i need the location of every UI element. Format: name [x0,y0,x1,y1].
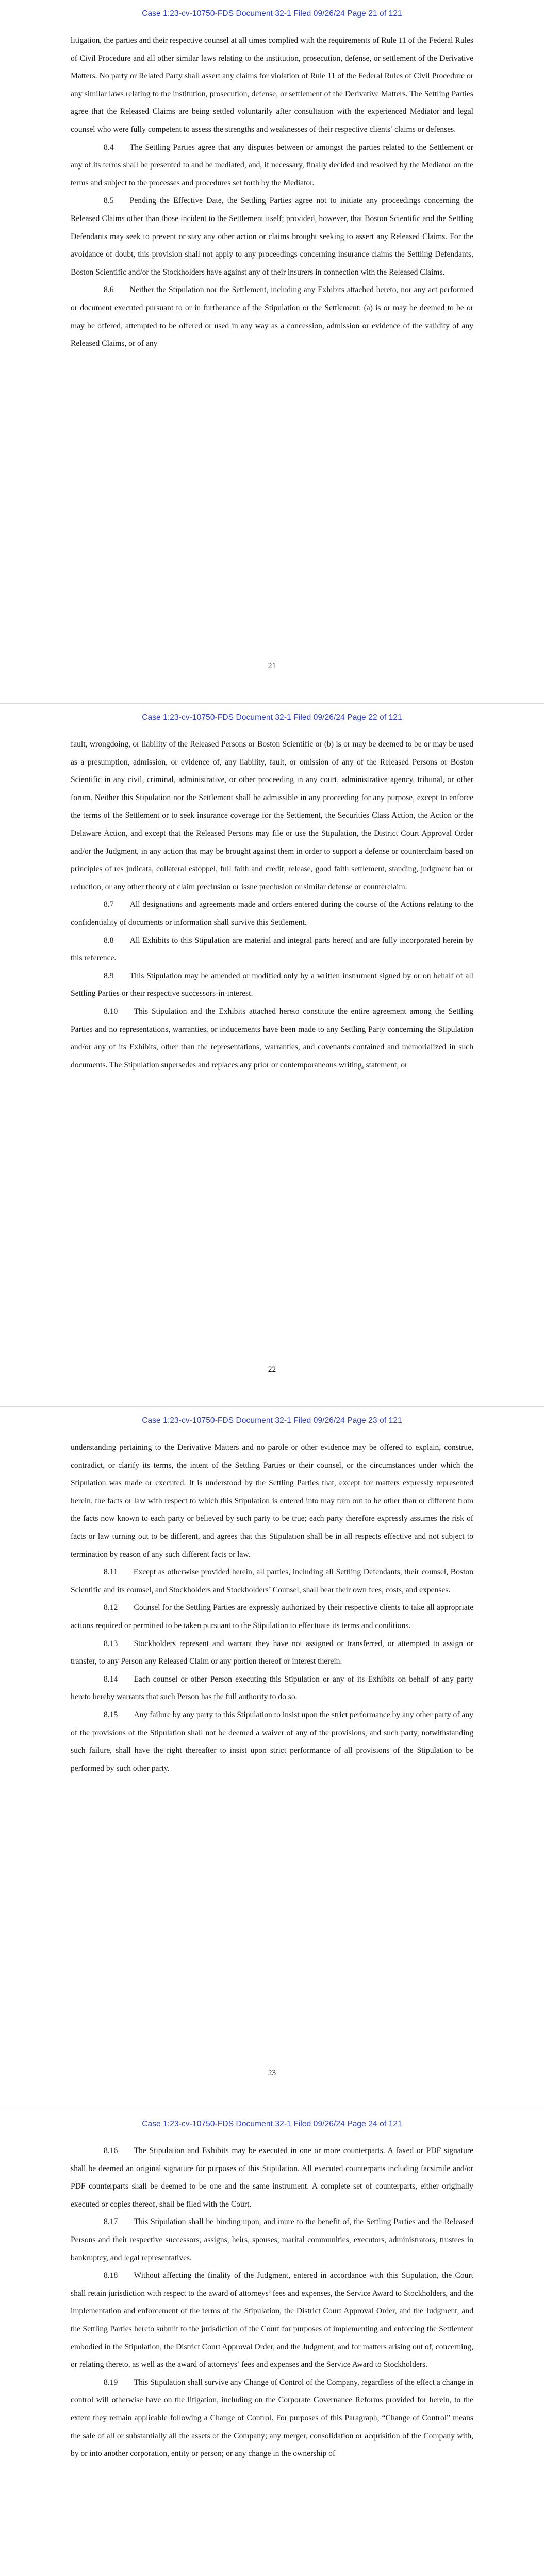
case-header: Case 1:23-cv-10750-FDS Document 32-1 Filed 09/26/24 Page 24 of 121 [142,2120,402,2128]
paragraph-8-13: 8.13 Stockholders represent and warrant they have not assigned or transferred, or attempted to assign or transfer, to any Person any Released Claim or any portion thereof or interest therein. [71,1639,473,1666]
page-24 [0,2110,544,2576]
case-header: Case 1:23-cv-10750-FDS Document 32-1 Filed 09/26/24 Page 22 of 121 [142,713,402,722]
page-number: 22 [268,1365,276,1374]
paragraph-8-8: 8.8 All Exhibits to this Stipulation are material and integral parts hereof and are fully incorporated herein by this reference. [71,936,473,963]
page-23 [0,1406,544,2110]
paragraph-8-15: 8.15 Any failure by any party to this Stipulation to insist upon the strict performance by any other party of any of the provisions of the Stipulation shall not be deemed a waiver of any of the provisions, and such party, notwithstanding such failure, shall have the right thereafter to insist upon strict performance of all provisions of the Stipulation to be performed by such other party. [71,1710,473,1773]
paragraph: understanding pertaining to the Derivative Matters and no parole or other evidence may be offered to explain, construe, contradict, or clarify its terms, the intent of the Settling Parties or their counsel, or the circumstances under which the Stipulation was made or executed. It is understood by the Settling Parties that, except for matters expressly represented herein, the facts or law with respect to which this Stipulation is entered into may turn out to be other than or different from the facts now known to each party or believed by such party to be true; each party therefore expressly assumes the risk of facts or law turning out to be different, and agrees that this Stipulation shall be in all respects effective and not subject to termination by reason of any such different facts or law. [71,1443,473,1559]
page-body [71,2142,473,2463]
case-header: Case 1:23-cv-10750-FDS Document 32-1 Filed 09/26/24 Page 23 of 121 [142,1416,402,1425]
paragraph-8-7: 8.7 All designations and agreements made and orders entered during the course of the Actions relating to the confidentiality of documents or information shall survive this Settlement. [71,900,473,927]
page-body [71,32,473,353]
paragraph: fault, wrongdoing, or liability of the Released Persons or Boston Scientific or (b) is or may be deemed to be or may be used as a presumption, admission, or evidence of, any liability, fault, or omission of any of the Released Persons or Boston Scientific in any civil, criminal, administrative, or other proceeding in any court, administrative agency, tribunal, or other forum. Neither this Stipulation nor the Settlement shall be admissible in any proceeding for any purpose, except to enforce the terms of the Settlement or to seek insurance coverage for the Settlement, the Securities Class Action, the Action or the Delaware Action, and except that the Released Persons may file or use the Stipulation, the District Court Approval Order and/or the Judgment, in any action that may be brought against them in order to support a defense or counterclaim based on principles of res judicata, collateral estoppel, full faith and credit, release, good faith settlement, standing, judgment bar or reduction, or any other theory of claim preclusion or issue preclusion or similar defense or counterclaim. [71,740,473,891]
paragraph-8-14: 8.14 Each counsel or other Person executing this Stipulation or any of its Exhibits on behalf of any party hereto hereby warrants that such Person has the full authority to do so. [71,1674,473,1702]
paragraph: litigation, the parties and their respective counsel at all times complied with the requirements of Rule 11 of the Federal Rules of Civil Procedure and all other similar laws relating to the institution, prosecution, defense, or settlement of the Derivative Matters. No party or Related Party shall assert any claims for violation of Rule 11 of the Federal Rules of Civil Procedure or any similar laws relating to the institution, prosecution, defense, or settlement of the Derivative Matters. The Settling Parties agree that the Released Claims are being settled voluntarily after consultation with the experienced Mediator and legal counsel who were fully competent to assess the strengths and weaknesses of their respective clients’ claims or defenses. [71,36,473,134]
paragraph-8-6: 8.6 Neither the Stipulation nor the Settlement, including any Exhibits attached hereto, nor any act performed or document executed pursuant to or in furtherance of the Stipulation or the Settlement: (a) is or may be deemed to be or may be offered, attempted to be offered or used in any way as a concession, admission or evidence of the validity of any Released Claims, or of any [71,285,473,348]
page-body [71,736,473,1074]
paragraph-8-17: 8.17 This Stipulation shall be binding upon, and inure to the benefit of, the Settling Parties and the Released Persons and their respective successors, assigns, heirs, spouses, marital communities, executors, administrators, trustees in bankruptcy, and legal representatives. [71,2217,473,2262]
paragraph-8-9: 8.9 This Stipulation may be amended or modified only by a written instrument signed by or on behalf of all Settling Parties or their respective successors-in-interest. [71,971,473,998]
case-header: Case 1:23-cv-10750-FDS Document 32-1 Filed 09/26/24 Page 21 of 121 [142,9,402,18]
paragraph-8-19: 8.19 This Stipulation shall survive any Change of Control of the Company, regardless of the effect a change in control will otherwise have on the litigation, including on the Corporate Governance Reforms provided for herein, to the extent they remain applicable following a Change of Control. For purposes of this Paragraph, “Change of Control” means the sale of all or substantially all the assets of the Company; any merger, consolidation or acquisition of the Company with, by or into another corporation, entity or person; or any change in the ownership of [71,2378,473,2459]
paragraph-8-18: 8.18 Without affecting the finality of the Judgment, entered in accordance with this Stipulation, the Court shall retain jurisdiction with respect to the award of attorneys’ fees and expenses, the Service Award to Stockholders, and the implementation and enforcement of the terms of the Stipulation, the District Court Approval Order, and the Judgment, and the Settling Parties hereto submit to the jurisdiction of the Court for purposes of implementing and enforcing the Settlement embodied in the Stipulation, the District Court Approval Order, and the Judgment, and for matters arising out of, concerning, or relating thereto, as well as the award of attorneys’ fees and expenses and the Service Award to Stockholders. [71,2271,473,2369]
paragraph-8-4: 8.4 The Settling Parties agree that any disputes between or amongst the parties related to the Settlement or any of its terms shall be presented to and be mediated, and, if necessary, finally decided and resolved by the Mediator on the terms and subject to the processes and procedures set forth by the Mediator. [71,143,473,188]
paragraph-8-11: 8.11 Except as otherwise provided herein, all parties, including all Settling Defendants, their counsel, Boston Scientific and its counsel, and Stockholders and Stockholders’ Counsel, shall bear their own fees, costs, and expenses. [71,1568,473,1595]
page-22 [0,703,544,1406]
page-number: 21 [268,662,276,670]
page-body [71,1439,473,1777]
page-number: 23 [268,2069,276,2077]
paragraph-8-16: 8.16 The Stipulation and Exhibits may be executed in one or more counterparts. A faxed or PDF signature shall be deemed an original signature for purposes of this Stipulation. All executed counterparts including facsimile and/or PDF counterparts shall be deemed to be one and the same instrument. A complete set of counterparts, either originally executed or copies thereof, shall be filed with the Court. [71,2146,473,2209]
paragraph-8-10: 8.10 This Stipulation and the Exhibits attached hereto constitute the entire agreement among the Settling Parties and no representations, warranties, or inducements have been made to any Settling Party concerning the Stipulation and/or any of its Exhibits, other than the representations, warranties, and covenants contained and memorialized in such documents. The Stipulation supersedes and replaces any prior or contemporaneous writing, statement, or [71,1007,473,1070]
page-21 [0,0,544,703]
paragraph-8-5: 8.5 Pending the Effective Date, the Settling Parties agree not to initiate any proceedings concerning the Released Claims other than those incident to the Settlement itself; provided, however, that Boston Scientific and the Settling Defendants may seek to prevent or stay any other action or claims brought seeking to assert any Released Claims. For the avoidance of doubt, this provision shall not apply to any proceedings concerning insurance claims the Settling Defendants, Boston Scientific and/or the Stockholders have against any of their insurers in connection with the Released Claims. [71,196,473,277]
paragraph-8-12: 8.12 Counsel for the Settling Parties are expressly authorized by their respective clients to take all appropriate actions required or permitted to be taken pursuant to the Stipulation to effectuate its terms and conditions. [71,1603,473,1630]
